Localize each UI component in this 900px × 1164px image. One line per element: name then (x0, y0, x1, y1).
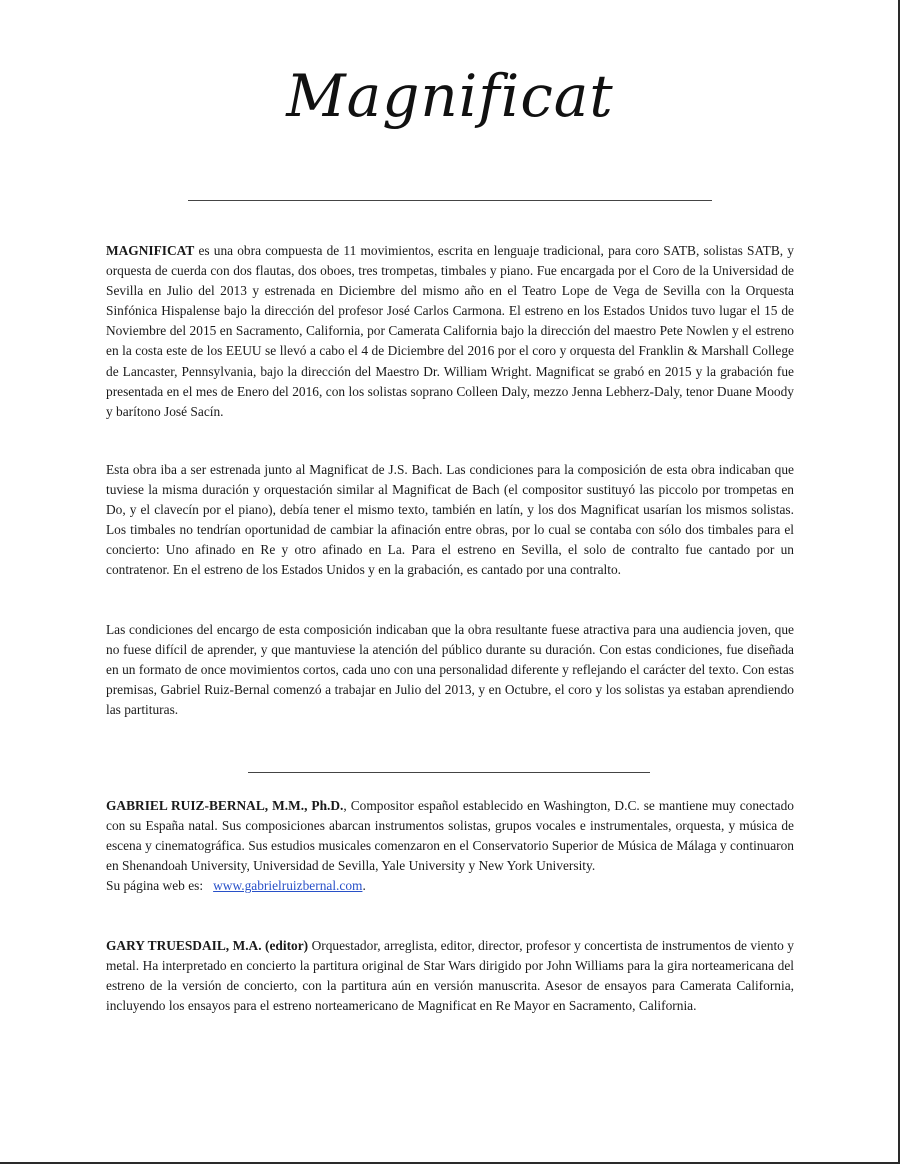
paragraph-editor-bio (106, 936, 794, 1016)
paragraph-commission-conditions (106, 460, 794, 581)
bio-divider (248, 772, 650, 773)
paragraph-work-description (106, 241, 794, 422)
page-title: Magnificat (286, 62, 614, 130)
composer-name: GABRIEL RUIZ-BERNAL, M.M., Ph.D. (106, 798, 344, 813)
website-link[interactable]: www.gabrielruizbernal.com (213, 878, 363, 894)
paragraph-text: Orquestador, arreglista, editor, director, profesor y concertista de instrumentos de viento y metal. Ha interpretado en concierto la partitura original de Star Wars dirigido por John Williams para la gira norteamericana del estreno de la versión de concierto, con la partitura aún en versión manuscrita. Asesor de ensayos para Camerata California, incluyendo los ensayos para el estreno norteamericano de Magnificat en Re Mayor en Sacramento, California. (106, 938, 795, 1014)
website-suffix: . (362, 878, 366, 894)
editor-name: GARY TRUESDAIL, M.A. (editor) (106, 938, 309, 953)
paragraph-commission-audience (106, 620, 794, 720)
paragraph-composer-bio (106, 796, 794, 896)
title-divider (188, 200, 712, 201)
paragraph-text: Las condiciones del encargo de esta composición indicaban que la obra resultante fuese atractiva para una audiencia joven, que no fuese difícil de aprender, y que mantuviese la atención del público durante su duración. Con estas condiciones, fue diseñada en un formato de once movimientos cortos, cada uno con una personalidad diferente y reflejando el carácter del texto. Con estas premisas, Gabriel Ruiz-Bernal comenzó a trabajar en Julio del 2013, y en Octubre, el coro y los solistas ya estaban aprendiendo las partituras. (106, 622, 794, 718)
work-name: MAGNIFICAT (106, 243, 195, 258)
paragraph-text: Esta obra iba a ser estrenada junto al Magnificat de J.S. Bach. Las condiciones para la composición de esta obra indicaban que tuviese la misma duración y orquestación similar al Magnificat de Bach (el compositor sustituyó las piccolo por trompetas en Do, y el clavecín por el piano), debía tener el mismo texto, también en latín, y los dos Magnificat usarían los mismos solistas. Los timbales no tendrían oportunidad de cambiar la afinación entre obras, por lo cual se contaba con sólo dos timbales para el concierto: Uno afinado en Re y otro afinado en La. Para el estreno en Sevilla, el solo de contralto fue cantado por un contratenor. En el estreno de los Estados Unidos y en la grabación, es cantado por una contralto. (106, 462, 794, 578)
paragraph-text: , Compositor español establecido en Washington, D.C. se mantiene muy conectado con su España natal. Sus composiciones abarcan instrumentos solistas, grupos vocales e instrumentales, orquesta, y música de escena y cinematográfica. Sus estudios musicales comenzaron en el Conservatorio Superior de Música de Málaga y continuaron en Shenandoah University, Universidad de Sevilla, Yale University y New York University. (106, 798, 794, 874)
website-label: Su página web es: (106, 878, 204, 894)
paragraph-text: es una obra compuesta de 11 movimientos, escrita en lenguaje tradicional, para coro SATB, solistas SATB, y orquesta de cuerda con dos flautas, dos oboes, tres trompetas, timbales y piano. Fue encargada por el Coro de la Universidad de Sevilla en Julio del 2013 y estrenada en Diciembre del mismo año en el Teatro Lope de Vega de Sevilla con la Orquesta Sinfónica Hispalense bajo la dirección del profesor José Carlos Carmona. El estreno en los Estados Unidos tuvo lugar el 15 de Noviembre del 2015 en Sacramento, California, por Camerata California bajo la dirección del maestro Pete Nowlen y el estreno en la costa este de los EEUU se llevó a cabo el 4 de Diciembre del 2016 por el coro y orquesta del Franklin & Marshall College de Lancaster, Pennsylvania, bajo la dirección del Maestro Dr. William Wright. Magnificat se grabó en 2015 y la grabación fue presentada en el mes de Enero del 2016, con los solistas soprano Colleen Daly, mezzo Jenna Lebherz-Daly, tenor Duane Moody y barítono José Sacín. (106, 243, 794, 419)
